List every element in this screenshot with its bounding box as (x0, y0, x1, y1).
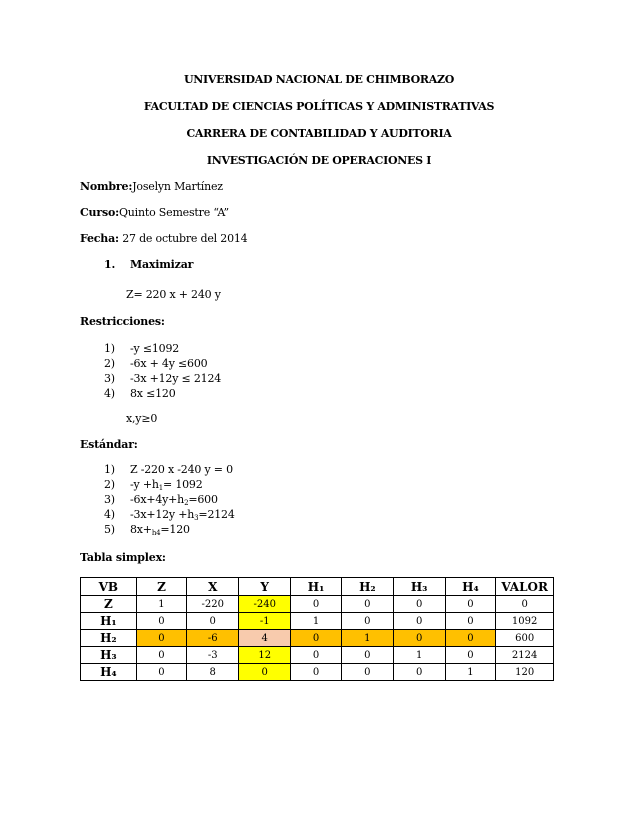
table-cell: 0 (291, 664, 342, 681)
simplex-table (80, 577, 554, 681)
table-cell: 0 (445, 647, 496, 664)
table-cell: 0 (341, 647, 393, 664)
estandar-title: Estándar: (80, 438, 138, 451)
pivot-column-cell: -1 (239, 613, 291, 630)
table-row (81, 647, 554, 664)
table-cell: 1 (136, 596, 187, 613)
table-cell: 0 (341, 613, 393, 630)
column-header: X (187, 578, 239, 596)
standard-item: 4) $-3x+12y +h_3=2124$ (104, 508, 235, 522)
column-header: Y (239, 578, 291, 596)
standard-item: 1) Z -220 x -240 y = 0 (104, 463, 233, 476)
table-cell: 8 (187, 664, 239, 681)
university-title: UNIVERSIDAD NACIONAL DE CHIMBORAZO (183, 73, 454, 86)
table-row (81, 613, 554, 630)
nombre-line (80, 180, 223, 193)
pivot-row-cell: 0 (393, 630, 445, 647)
pivot-row-cell: 0 (291, 630, 342, 647)
table-cell: -220 (187, 596, 239, 613)
column-header: H₁ (291, 578, 342, 596)
nonnegativity: x,y≥0 (126, 412, 158, 425)
table-cell: 600 (496, 630, 554, 647)
restriction-item: 3) -3x +12y ≤ 2124 (104, 372, 222, 385)
table-cell: 0 (393, 596, 445, 613)
table-cell: 0 (136, 664, 187, 681)
restriction-item: 1) -y ≤1092 (104, 342, 180, 355)
table-cell: 0 (393, 664, 445, 681)
restriction-item: 4) 8x ≤120 (104, 387, 176, 400)
table-cell: 1 (445, 664, 496, 681)
basic-variable: H₁ (81, 613, 137, 630)
standard-item: 3) $-6x+4y+h_2=600$ (104, 493, 218, 507)
column-header: Z (136, 578, 187, 596)
table-cell: 2124 (496, 647, 554, 664)
fecha-line (80, 232, 247, 245)
basic-variable: H₄ (81, 664, 137, 681)
table-cell: 0 (187, 613, 239, 630)
tabla-title: Tabla simplex: (80, 551, 166, 564)
table-cell: 0 (291, 596, 342, 613)
course-title: INVESTIGACIÓN DE OPERACIONES I (206, 154, 432, 167)
table-cell: 0 (445, 613, 496, 630)
column-header: H₃ (393, 578, 445, 596)
pivot-column-cell: 0 (239, 664, 291, 681)
basic-variable: Z (81, 596, 137, 613)
table-cell: 0 (445, 596, 496, 613)
problem-title: Maximizar (130, 258, 194, 271)
pivot-row-cell: 1 (341, 630, 393, 647)
table-cell: 0 (291, 647, 342, 664)
pivot-row (81, 630, 554, 647)
table-cell: 1092 (496, 613, 554, 630)
nombre-label: Nombre: (80, 180, 133, 193)
fecha-value: 27 de octubre del 2014 (122, 232, 248, 245)
table-cell: 0 (136, 613, 187, 630)
table-cell: 0 (136, 647, 187, 664)
table-cell: 0 (341, 664, 393, 681)
column-header: H₂ (341, 578, 393, 596)
nombre-value: Joselyn Martínez (132, 180, 223, 193)
faculty-title: FACULTAD DE CIENCIAS POLÍTICAS Y ADMINISTRATIVAS (143, 100, 495, 113)
problem-number: 1. (104, 258, 116, 271)
table-cell: 0 (393, 613, 445, 630)
pivot-cell: 4 (239, 630, 291, 647)
problem-heading (104, 258, 193, 271)
column-header: VALOR (496, 578, 554, 596)
pivot-column-cell: 12 (239, 647, 291, 664)
column-header: VB (81, 578, 137, 596)
table-cell: -3 (187, 647, 239, 664)
fecha-label: Fecha: (80, 232, 119, 245)
table-row (81, 664, 554, 681)
table-header-row (81, 578, 554, 596)
pivot-row-cell: 0 (136, 630, 187, 647)
curso-line (80, 206, 229, 219)
column-header: H₄ (445, 578, 496, 596)
table-row (81, 596, 554, 613)
basic-variable: H₂ (81, 630, 137, 647)
objective-function: Z= 220 x + 240 y (126, 288, 221, 301)
pivot-row-cell: -6 (187, 630, 239, 647)
restriction-item: 2) -6x + 4y ≤600 (104, 357, 208, 370)
basic-variable: H₃ (81, 647, 137, 664)
table-cell: 0 (496, 596, 554, 613)
curso-value: Quinto Semestre “A” (118, 206, 229, 219)
table-cell: 0 (341, 596, 393, 613)
standard-item: 5) $8x+_{h4}=120$ (104, 523, 190, 537)
career-title: CARRERA DE CONTABILIDAD Y AUDITORIA (186, 127, 452, 140)
table-cell: 1 (393, 647, 445, 664)
pivot-row-cell: 0 (445, 630, 496, 647)
restricciones-title: Restricciones: (80, 315, 165, 328)
pivot-column-cell: -240 (239, 596, 291, 613)
table-cell: 120 (496, 664, 554, 681)
standard-item: 2) $-y +h_1= 1092$ (104, 478, 203, 492)
table-cell: 1 (291, 613, 342, 630)
curso-label: Curso: (80, 206, 119, 219)
